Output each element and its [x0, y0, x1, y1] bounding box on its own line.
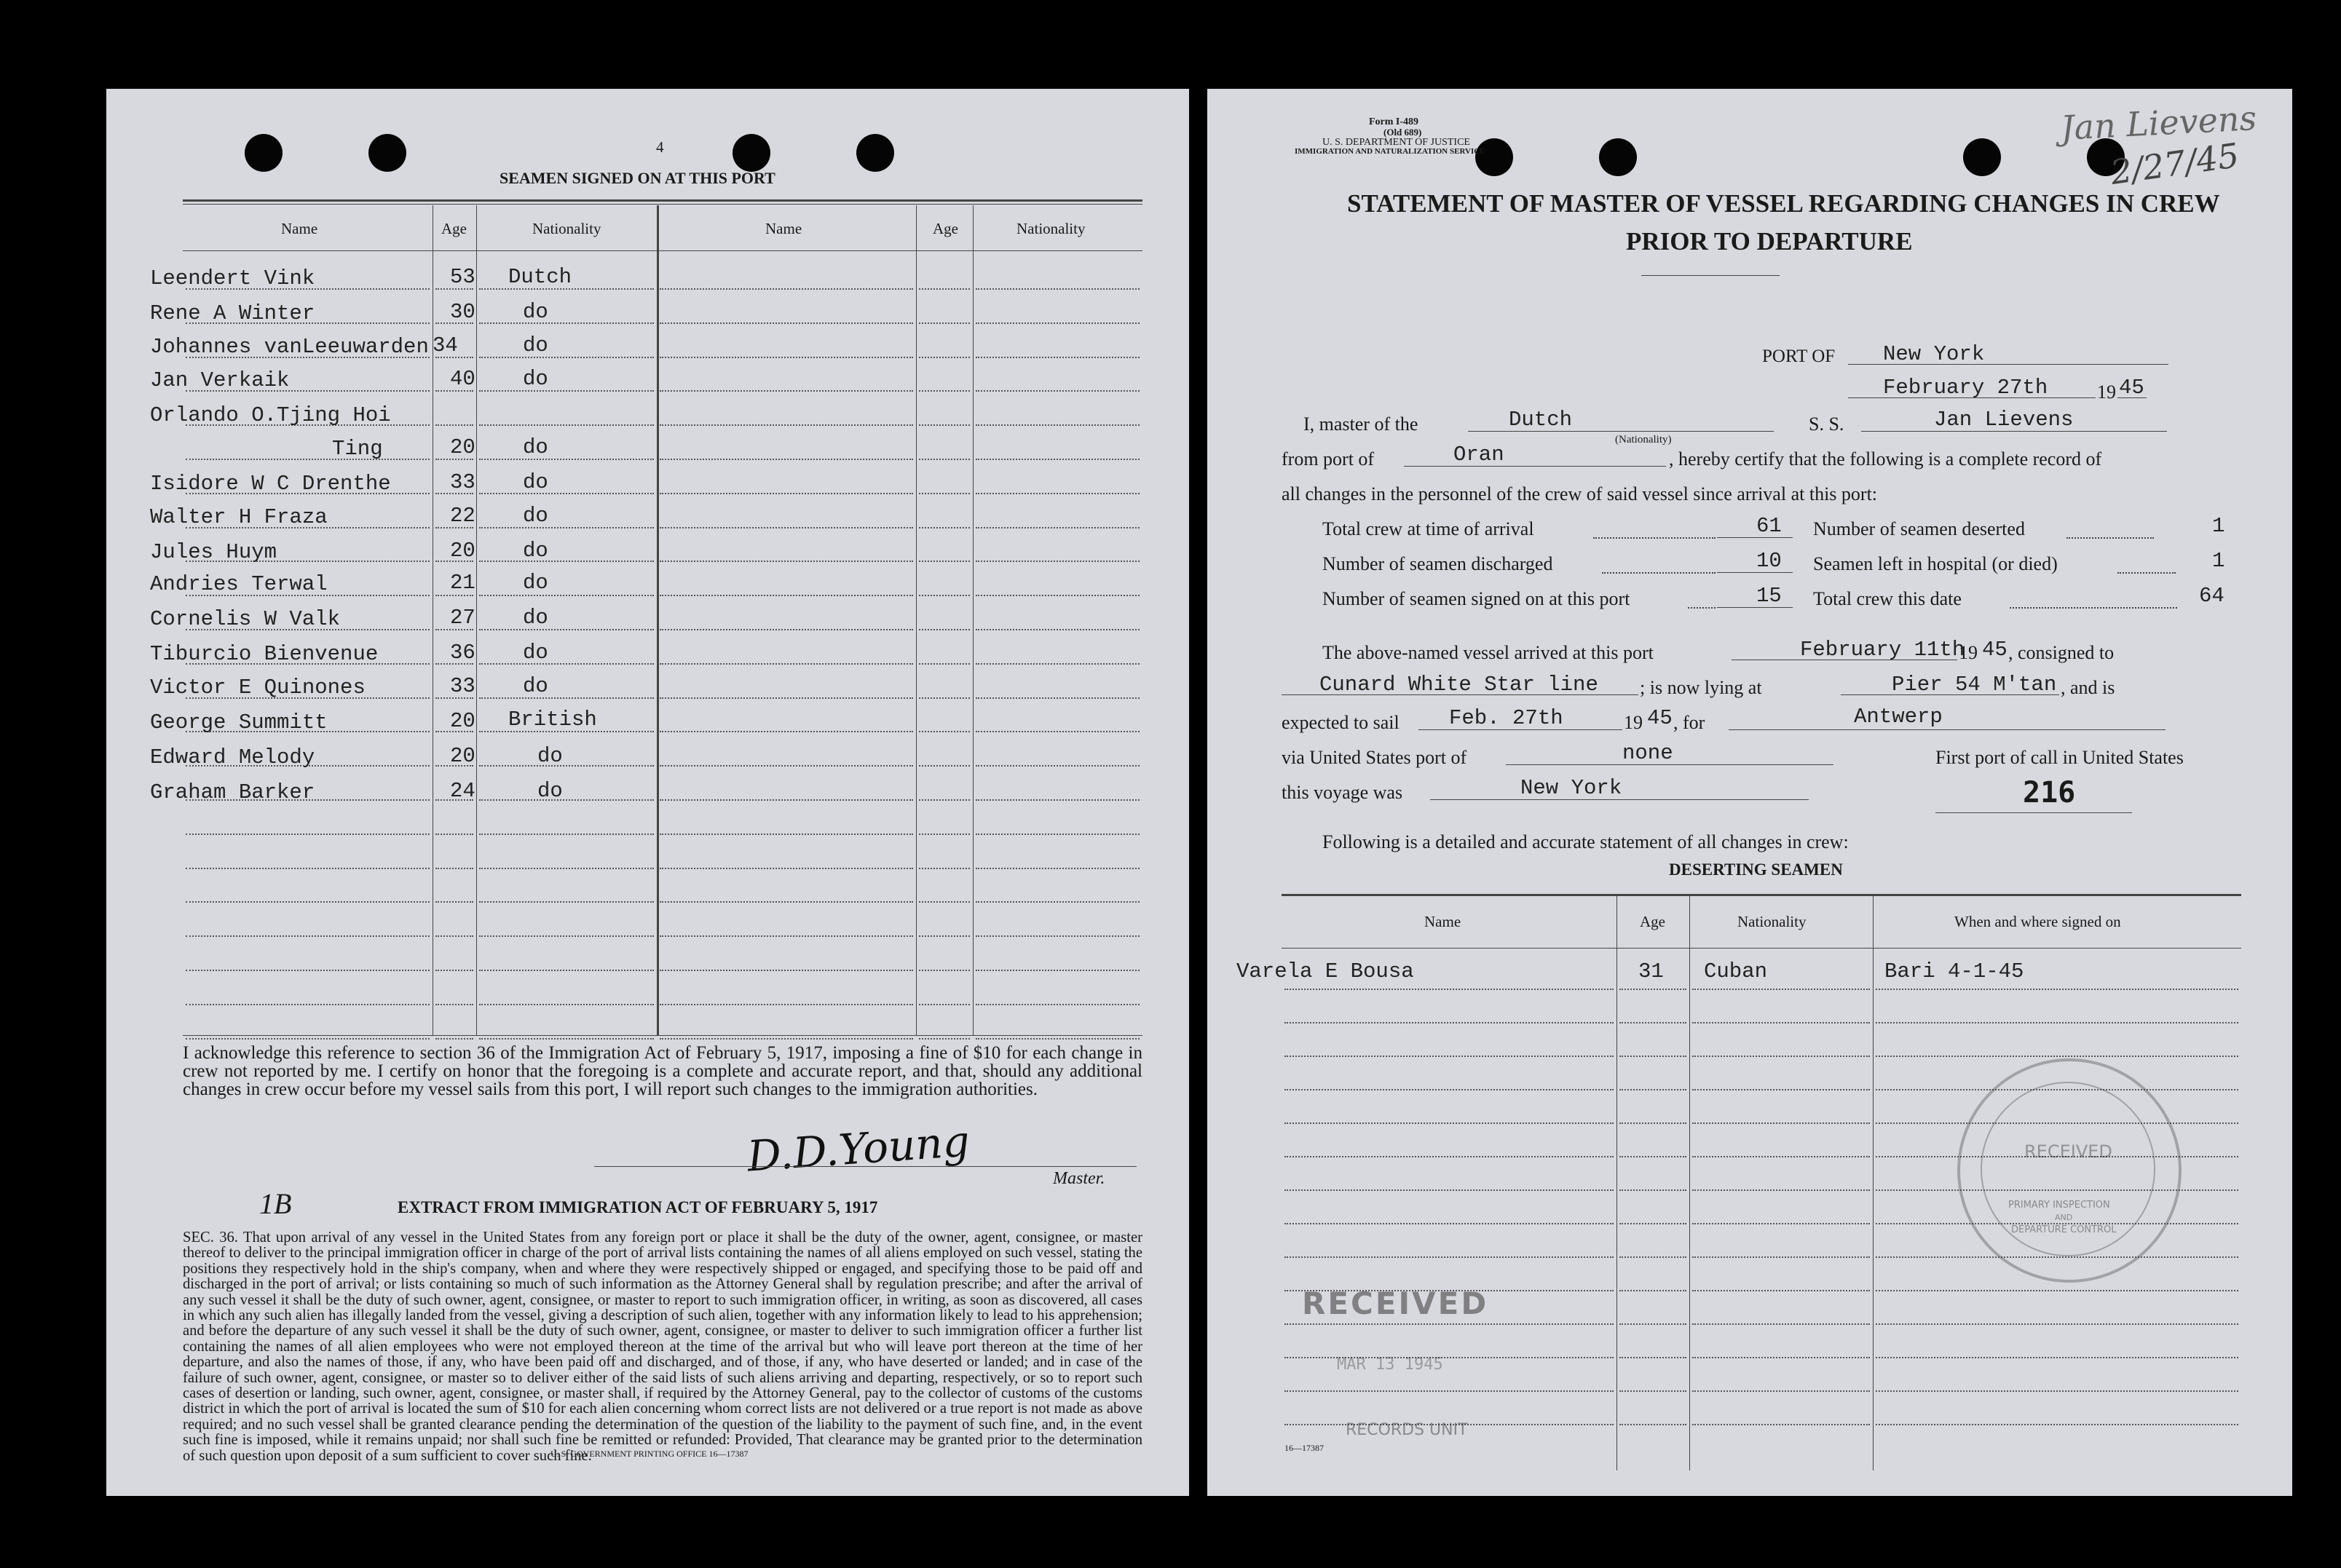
ruled-line [1692, 1223, 1870, 1224]
vessel-nationality: Dutch [1509, 408, 1573, 432]
seaman-name: George Summitt [150, 710, 328, 734]
ruled-line [976, 697, 1140, 699]
department: U. S. DEPARTMENT OF JUSTICE [1322, 137, 1470, 148]
seaman-name: Johannes vanLeeuwarden [150, 335, 429, 359]
ruled-line [976, 322, 1140, 324]
port-label: PORT OF [1762, 347, 1836, 366]
via-text: via United States port of [1282, 747, 1467, 768]
deserter-signed-on: Bari 4-1-45 [1884, 959, 2024, 983]
seaman-name: Graham Barker [150, 780, 315, 804]
ruled-line [919, 868, 970, 869]
seaman-age: 34 [433, 333, 458, 357]
ruled-line [1284, 1189, 1614, 1191]
ruled-line [1619, 1122, 1686, 1124]
ruled-line [186, 459, 430, 460]
ruled-line [1284, 1089, 1614, 1090]
deserter-header-name: Name [1424, 913, 1461, 930]
ruled-line [186, 868, 430, 869]
ruled-line [186, 1004, 430, 1005]
seaman-name: Ting [332, 437, 383, 461]
ruled-line [976, 901, 1140, 903]
arrived-year-prefix: 19 [1959, 642, 1978, 663]
ruled-line [660, 527, 913, 528]
ruled-line [1692, 1089, 1870, 1090]
seaman-age: 20 [450, 539, 475, 563]
ruled-line [1284, 1122, 1614, 1124]
ruled-line [919, 1038, 970, 1040]
punch-hole [1963, 138, 2001, 176]
ruled-line [479, 1038, 654, 1040]
ruled-line [479, 868, 654, 869]
ruled-line [919, 390, 970, 392]
left-page [106, 89, 1189, 1496]
seaman-nationality: do [537, 779, 563, 803]
seaman-name: Jules Huym [150, 540, 277, 564]
ruled-line [919, 765, 970, 767]
punch-hole [856, 134, 894, 172]
ruled-line [1692, 1357, 1870, 1358]
ruled-line [919, 459, 970, 460]
ruled-line [976, 629, 1140, 630]
from-port: Oran [1453, 443, 1504, 467]
seaman-nationality: do [523, 300, 548, 324]
seaman-nationality: do [523, 504, 548, 528]
ruled-line [660, 663, 913, 665]
ruled-line [1692, 1323, 1870, 1325]
ruled-line [660, 288, 913, 290]
ruled-line [976, 424, 1140, 426]
ruled-line [660, 834, 913, 835]
ruled-line [1692, 1122, 1870, 1124]
this-voyage-text: this voyage was [1282, 782, 1403, 803]
ruled-line [1876, 1290, 2238, 1291]
round-stamp-inspection: PRIMARY INSPECTION [2008, 1200, 2110, 1211]
seaman-nationality: do [523, 470, 548, 494]
ruled-line [1619, 1022, 1686, 1023]
form-number: Form I-489 [1369, 116, 1419, 127]
ruled-line [976, 459, 1140, 460]
stat-value: 1 [2212, 549, 2225, 573]
header-nationality-2: Nationality [1016, 220, 1086, 237]
pier: Pier 54 M'tan [1892, 673, 2057, 697]
ruled-line [435, 970, 473, 971]
record-number: 216 [2023, 776, 2076, 809]
year-prefix: 19 [2097, 381, 2116, 403]
ruled-line [976, 1004, 1140, 1005]
punch-hole [1599, 138, 1637, 176]
ruled-line [1284, 1357, 1614, 1358]
first-call-text: First port of call in United States [1935, 747, 2184, 768]
header-nationality: Nationality [532, 220, 601, 237]
ruled-line [1876, 1357, 2238, 1358]
ruled-line [479, 390, 654, 392]
ruled-line [479, 493, 654, 494]
seaman-name: Edward Melody [150, 745, 315, 769]
seaman-age: 20 [450, 435, 475, 459]
seaman-age: 30 [450, 300, 475, 324]
ruled-line [660, 1004, 913, 1005]
seaman-name: Orlando O.Tjing Hoi [150, 403, 391, 427]
arrived-year: 45 [1982, 638, 2008, 662]
seaman-nationality: do [537, 744, 563, 768]
round-stamp-departure: DEPARTURE CONTROL [2011, 1224, 2117, 1235]
ruled-line [976, 731, 1140, 732]
ruled-line [660, 799, 913, 801]
ruled-line [1876, 1056, 2238, 1057]
ruled-line [1619, 1390, 1686, 1392]
report-year: 45 [2119, 376, 2144, 400]
ruled-line [479, 629, 654, 630]
master-of-label: I, master of the [1303, 413, 1418, 435]
ruled-line [1692, 1290, 1870, 1291]
ruled-line [660, 901, 913, 903]
deserter-header-nationality: Nationality [1737, 913, 1807, 930]
lying-at-text: ; is now lying at [1640, 677, 1762, 698]
ruled-line [1284, 1323, 1614, 1325]
seaman-age: 40 [450, 367, 475, 391]
certify-text: , hereby certify that the following is a complete record of [1669, 448, 2102, 470]
from-port-label: from port of [1282, 448, 1375, 470]
seaman-nationality: British [508, 708, 597, 732]
stat-value: 1 [2212, 514, 2225, 538]
ruled-line [1284, 1056, 1614, 1057]
ruled-line [919, 834, 970, 835]
ruled-line [976, 288, 1140, 290]
ruled-line [976, 561, 1140, 562]
sail-year-prefix: 19 [1624, 712, 1643, 733]
stat-value: 64 [2199, 584, 2224, 608]
form-title-line-2: PRIOR TO DEPARTURE [1626, 227, 1913, 256]
deserter-header-when-where: When and where signed on [1954, 913, 2121, 930]
seaman-age: 27 [450, 606, 475, 630]
stat-label: Number of seamen discharged [1322, 553, 1553, 574]
ruled-line [660, 322, 913, 324]
acknowledgement-text: I acknowledge this reference to section 36 of the Immigration Act of February 5, 1917, imposing a fine of $10 for each change in crew not reported by me. I certify on honor that the foregoing is a complete and accurate report, and that, should any additional changes in crew occur before my vessel sails from this port, I will report such changes to the immigration authorities. [183, 1043, 1142, 1099]
seaman-nationality: Dutch [508, 265, 572, 289]
seaman-name: Jan Verkaik [150, 368, 290, 392]
seaman-age: 24 [450, 779, 475, 803]
ruled-line [660, 595, 913, 596]
stat-value: 15 [1756, 584, 1782, 608]
seaman-name: Victor E Quinones [150, 676, 366, 700]
ruled-line [186, 1038, 430, 1040]
ruled-line [479, 935, 654, 937]
ruled-line [435, 868, 473, 869]
arrived-date: February 11th [1800, 638, 1965, 662]
ruled-line [919, 527, 970, 528]
ruled-line [660, 697, 913, 699]
ruled-line [1284, 1390, 1614, 1392]
seaman-nationality: do [523, 606, 548, 630]
ruled-line [479, 424, 654, 426]
ruled-line [919, 901, 970, 903]
ruled-line [1692, 1390, 1870, 1392]
ruled-line [919, 629, 970, 630]
seaman-nationality: do [523, 674, 548, 698]
ruled-line [660, 935, 913, 937]
ruled-line [1619, 1424, 1686, 1425]
form-title-line-1: STATEMENT OF MASTER OF VESSEL REGARDING CHANGES IN CREW [1347, 189, 2220, 218]
seaman-nationality: do [523, 367, 548, 391]
seaman-name: Walter H Fraza [150, 505, 328, 529]
ruled-line [479, 901, 654, 903]
ruled-line [976, 970, 1140, 971]
round-stamp-received: RECEIVED [2024, 1141, 2112, 1162]
seaman-name: Isidore W C Drenthe [150, 472, 391, 496]
ruled-line [919, 493, 970, 494]
sail-date: Feb. 27th [1449, 706, 1563, 730]
ruled-line [919, 663, 970, 665]
punch-hole [1475, 138, 1513, 176]
ruled-line [1692, 1156, 1870, 1157]
printer-line: U. S. GOVERNMENT PRINTING OFFICE 16—17387 [550, 1449, 749, 1459]
seaman-name: Cornelis W Valk [150, 607, 341, 631]
ruled-line [1284, 989, 1614, 990]
right-page [1207, 89, 2292, 1496]
ruled-line [660, 629, 913, 630]
received-stamp: RECEIVED [1302, 1286, 1489, 1321]
master-signature: D.D.Young [746, 1116, 971, 1181]
form-footer: 16—17387 [1284, 1443, 1324, 1453]
ruled-line [1876, 989, 2238, 990]
ruled-line [660, 424, 913, 426]
ruled-line [976, 357, 1140, 358]
ruled-line [919, 799, 970, 801]
page-number: 4 [656, 138, 664, 156]
ruled-line [660, 390, 913, 392]
ruled-line [660, 459, 913, 460]
ruled-line [479, 322, 654, 324]
ruled-line [479, 799, 654, 801]
ruled-line [976, 868, 1140, 869]
stat-value: 10 [1756, 549, 1782, 573]
ruled-line [976, 663, 1140, 665]
ruled-line [976, 493, 1140, 494]
ruled-line [660, 1038, 913, 1040]
deserter-nationality: Cuban [1704, 959, 1768, 983]
consigned-to-text: , consigned to [2008, 642, 2115, 663]
destination: Antwerp [1854, 705, 1943, 729]
ruled-line [1619, 1223, 1686, 1224]
seaman-nationality: do [523, 539, 548, 563]
seaman-age: 53 [450, 265, 475, 289]
ruled-line [1692, 1056, 1870, 1057]
ruled-line [1619, 1323, 1686, 1325]
ruled-line [660, 970, 913, 971]
stat-label: Total crew at time of arrival [1322, 518, 1534, 539]
received-stamp-date: MAR 13 1945 [1337, 1355, 1443, 1374]
ruled-line [660, 493, 913, 494]
extract-title: EXTRACT FROM IMMIGRATION ACT OF FEBRUARY 5, 1917 [398, 1198, 878, 1216]
ruled-line [1692, 1022, 1870, 1023]
round-stamp-and: AND [2055, 1213, 2073, 1222]
sail-year: 45 [1647, 706, 1673, 730]
ruled-line [919, 357, 970, 358]
ruled-line [1619, 1256, 1686, 1258]
and-is-text: , and is [2061, 677, 2115, 698]
ruled-line [479, 357, 654, 358]
ruled-line [976, 799, 1140, 801]
stat-label: Total crew this date [1813, 588, 1962, 609]
nationality-label: (Nationality) [1615, 434, 1672, 446]
deserter-name: Varela E Bousa [1236, 959, 1414, 983]
stat-label: Number of seamen signed on at this port [1322, 588, 1630, 609]
ruled-line [976, 595, 1140, 596]
ruled-line [1876, 1424, 2238, 1425]
ruled-line [919, 424, 970, 426]
ruled-line [479, 663, 654, 665]
seaman-age: 36 [450, 641, 475, 665]
arrived-text: The above-named vessel arrived at this port [1322, 642, 1654, 663]
first-call-port: New York [1520, 776, 1622, 800]
ruled-line [1619, 1156, 1686, 1157]
for-text: , for [1673, 712, 1705, 733]
ruled-line [1619, 1357, 1686, 1358]
seaman-name: Rene A Winter [150, 301, 315, 325]
ruled-line [435, 935, 473, 937]
ss-label: S. S. [1809, 413, 1844, 435]
master-label: Master. [1053, 1169, 1105, 1188]
ruled-line [186, 970, 430, 971]
ruled-line [479, 595, 654, 596]
ruled-line [435, 834, 473, 835]
ruled-line [186, 901, 430, 903]
all-changes-text: all changes in the personnel of the crew of said vessel since arrival at this port: [1282, 483, 1878, 504]
ruled-line [1284, 1022, 1614, 1023]
ruled-line [435, 1038, 473, 1040]
handwritten-date: 2/27/45 [2108, 135, 2242, 193]
seaman-age: 21 [450, 571, 475, 595]
ruled-line [919, 697, 970, 699]
ruled-line [919, 731, 970, 732]
ruled-line [1284, 1156, 1614, 1157]
ruled-line [1284, 1223, 1614, 1224]
ruled-line [1876, 1390, 2238, 1392]
ruled-line [186, 935, 430, 937]
header-age: Age [441, 220, 467, 237]
seaman-age: 20 [450, 709, 475, 733]
ruled-line [660, 765, 913, 767]
ruled-line [660, 357, 913, 358]
expected-sail-text: expected to sail [1282, 712, 1400, 733]
seaman-age: 20 [450, 744, 475, 768]
seaman-nationality: do [523, 333, 548, 357]
ruled-line [479, 1004, 654, 1005]
header-age-2: Age [933, 220, 958, 237]
ruled-line [919, 970, 970, 971]
ruled-line [479, 970, 654, 971]
ruled-line [660, 731, 913, 732]
stat-value: 61 [1756, 514, 1782, 538]
ruled-line [479, 834, 654, 835]
section-title: SEAMEN SIGNED ON AT THIS PORT [500, 169, 775, 187]
ruled-line [919, 935, 970, 937]
ruled-line [976, 765, 1140, 767]
punch-hole [733, 134, 770, 172]
ruled-line [1692, 1424, 1870, 1425]
seaman-nationality: do [523, 571, 548, 595]
records-unit-stamp: RECORDS UNIT [1346, 1421, 1468, 1439]
ruled-line [1876, 1022, 2238, 1023]
ruled-line [479, 561, 654, 562]
ruled-line [186, 834, 430, 835]
ruled-line [1619, 1290, 1686, 1291]
ship-name: Jan Lievens [1934, 408, 2074, 432]
ruled-line [919, 1004, 970, 1005]
ruled-line [479, 765, 654, 767]
punch-hole [368, 134, 406, 172]
ruled-line [976, 390, 1140, 392]
via-port: none [1622, 741, 1673, 765]
stat-label: Seamen left in hospital (or died) [1813, 553, 2058, 574]
ruled-line [919, 595, 970, 596]
port-of-arrival: New York [1883, 342, 1985, 366]
ruled-line [435, 595, 473, 596]
service: IMMIGRATION AND NATURALIZATION SERVICE [1295, 147, 1485, 156]
ruled-line [919, 561, 970, 562]
ruled-line [1692, 1189, 1870, 1191]
ruled-line [660, 561, 913, 562]
form-old-number: (Old 689) [1383, 127, 1422, 138]
round-inspection-stamp [1957, 1058, 2182, 1283]
seaman-nationality: do [523, 435, 548, 459]
ruled-line [435, 424, 473, 426]
consignee: Cunard White Star line [1319, 673, 1598, 697]
handwritten-ship-name: Jan Lievens [2059, 98, 2258, 149]
seaman-name: Leendert Vink [150, 266, 315, 290]
ruled-line [1619, 1089, 1686, 1090]
ruled-line [479, 697, 654, 699]
ruled-line [1619, 1056, 1686, 1057]
ruled-line [1284, 1256, 1614, 1258]
ruled-line [479, 527, 654, 528]
seaman-nationality: do [523, 641, 548, 665]
deserter-header-age: Age [1640, 913, 1665, 930]
stat-label: Number of seamen deserted [1813, 518, 2025, 539]
seaman-age: 33 [450, 470, 475, 494]
following-text: Following is a detailed and accurate statement of all changes in crew: [1322, 831, 1849, 852]
ruled-line [1619, 989, 1686, 990]
ruled-line [976, 527, 1140, 528]
ruled-line [919, 288, 970, 290]
deserter-age: 31 [1638, 959, 1664, 983]
ruled-line [660, 868, 913, 869]
ruled-line [1692, 989, 1870, 990]
seaman-name: Andries Terwal [150, 572, 328, 596]
deserting-title: DESERTING SEAMEN [1669, 860, 1843, 879]
header-name: Name [281, 220, 318, 237]
ruled-line [1619, 1189, 1686, 1191]
extract-text: SEC. 36. That upon arrival of any vessel in the United States from any foreign port or place it shall be the duty of the owner, agent, consignee, or master thereof to deliver to the principal immigration officer in charge of the port of arrival lists containing the names of all aliens employed on such vessel, stating the positions they respectively hold in the ship's company, when and where they were respectively shipped or engaged, and specifying those to be paid off and discharged in the port of arrival; or lists containing so much of such information as the Attorney General shall by regulation prescribe; and after the arrival of any such vessel it shall be the duty of such owner, agent, consignee, or master to report to such immigration officer, in writing, as soon as discovered, all cases in which any such alien has illegally landed from the vessel, giving a description of such alien, together with any information likely to lead to his apprehension; and before the departure of any such vessel it shall be the duty of such owner, agent, consignee, or master to deliver to such immigration officer a further list containing the names of all alien employees who were not employed thereon at the time of the arrival but who will leave port thereon at the time of her departure, and also the names of those, if any, who have been paid off and discharged, and of those, if any, who have deserted or landed; and in case of the failure of such owner, agent, consignee, or master so to deliver either of the said lists of such aliens arriving and departing, respectively, or so to report such cases of desertion or landing, such owner, agent, consignee, or master shall, if required by the Attorney General, pay to the collector of customs of the customs district in which the port of arrival is located the sum of $10 for each alien concerning whom correct lists are not delivered or a true report is not made as above required; and no such vessel shall be granted clearance pending the determination of the question of the liability to the payment of such fine, and, in the event such fine is imposed, while it remains unpaid; nor shall such fine be remitted or refunded: Provided, That clearance may be granted prior to the determination of such question upon deposit of a sum sufficient to cover such fine. [183, 1230, 1142, 1464]
ruled-line [479, 459, 654, 460]
ruled-line [976, 834, 1140, 835]
ruled-line [1692, 1256, 1870, 1258]
seaman-age: 22 [450, 504, 475, 528]
report-date: February 27th [1883, 376, 2048, 400]
ruled-line [976, 935, 1140, 937]
ruled-line [919, 322, 970, 324]
ruled-line [435, 901, 473, 903]
ruled-line [1876, 1323, 2238, 1325]
header-name-2: Name [765, 220, 802, 237]
punch-hole [245, 134, 283, 172]
ruled-line [976, 1038, 1140, 1040]
seaman-name: Tiburcio Bienvenue [150, 642, 379, 666]
ruled-line [435, 1004, 473, 1005]
seaman-age: 33 [450, 674, 475, 698]
margin-note: 1B [259, 1187, 292, 1220]
